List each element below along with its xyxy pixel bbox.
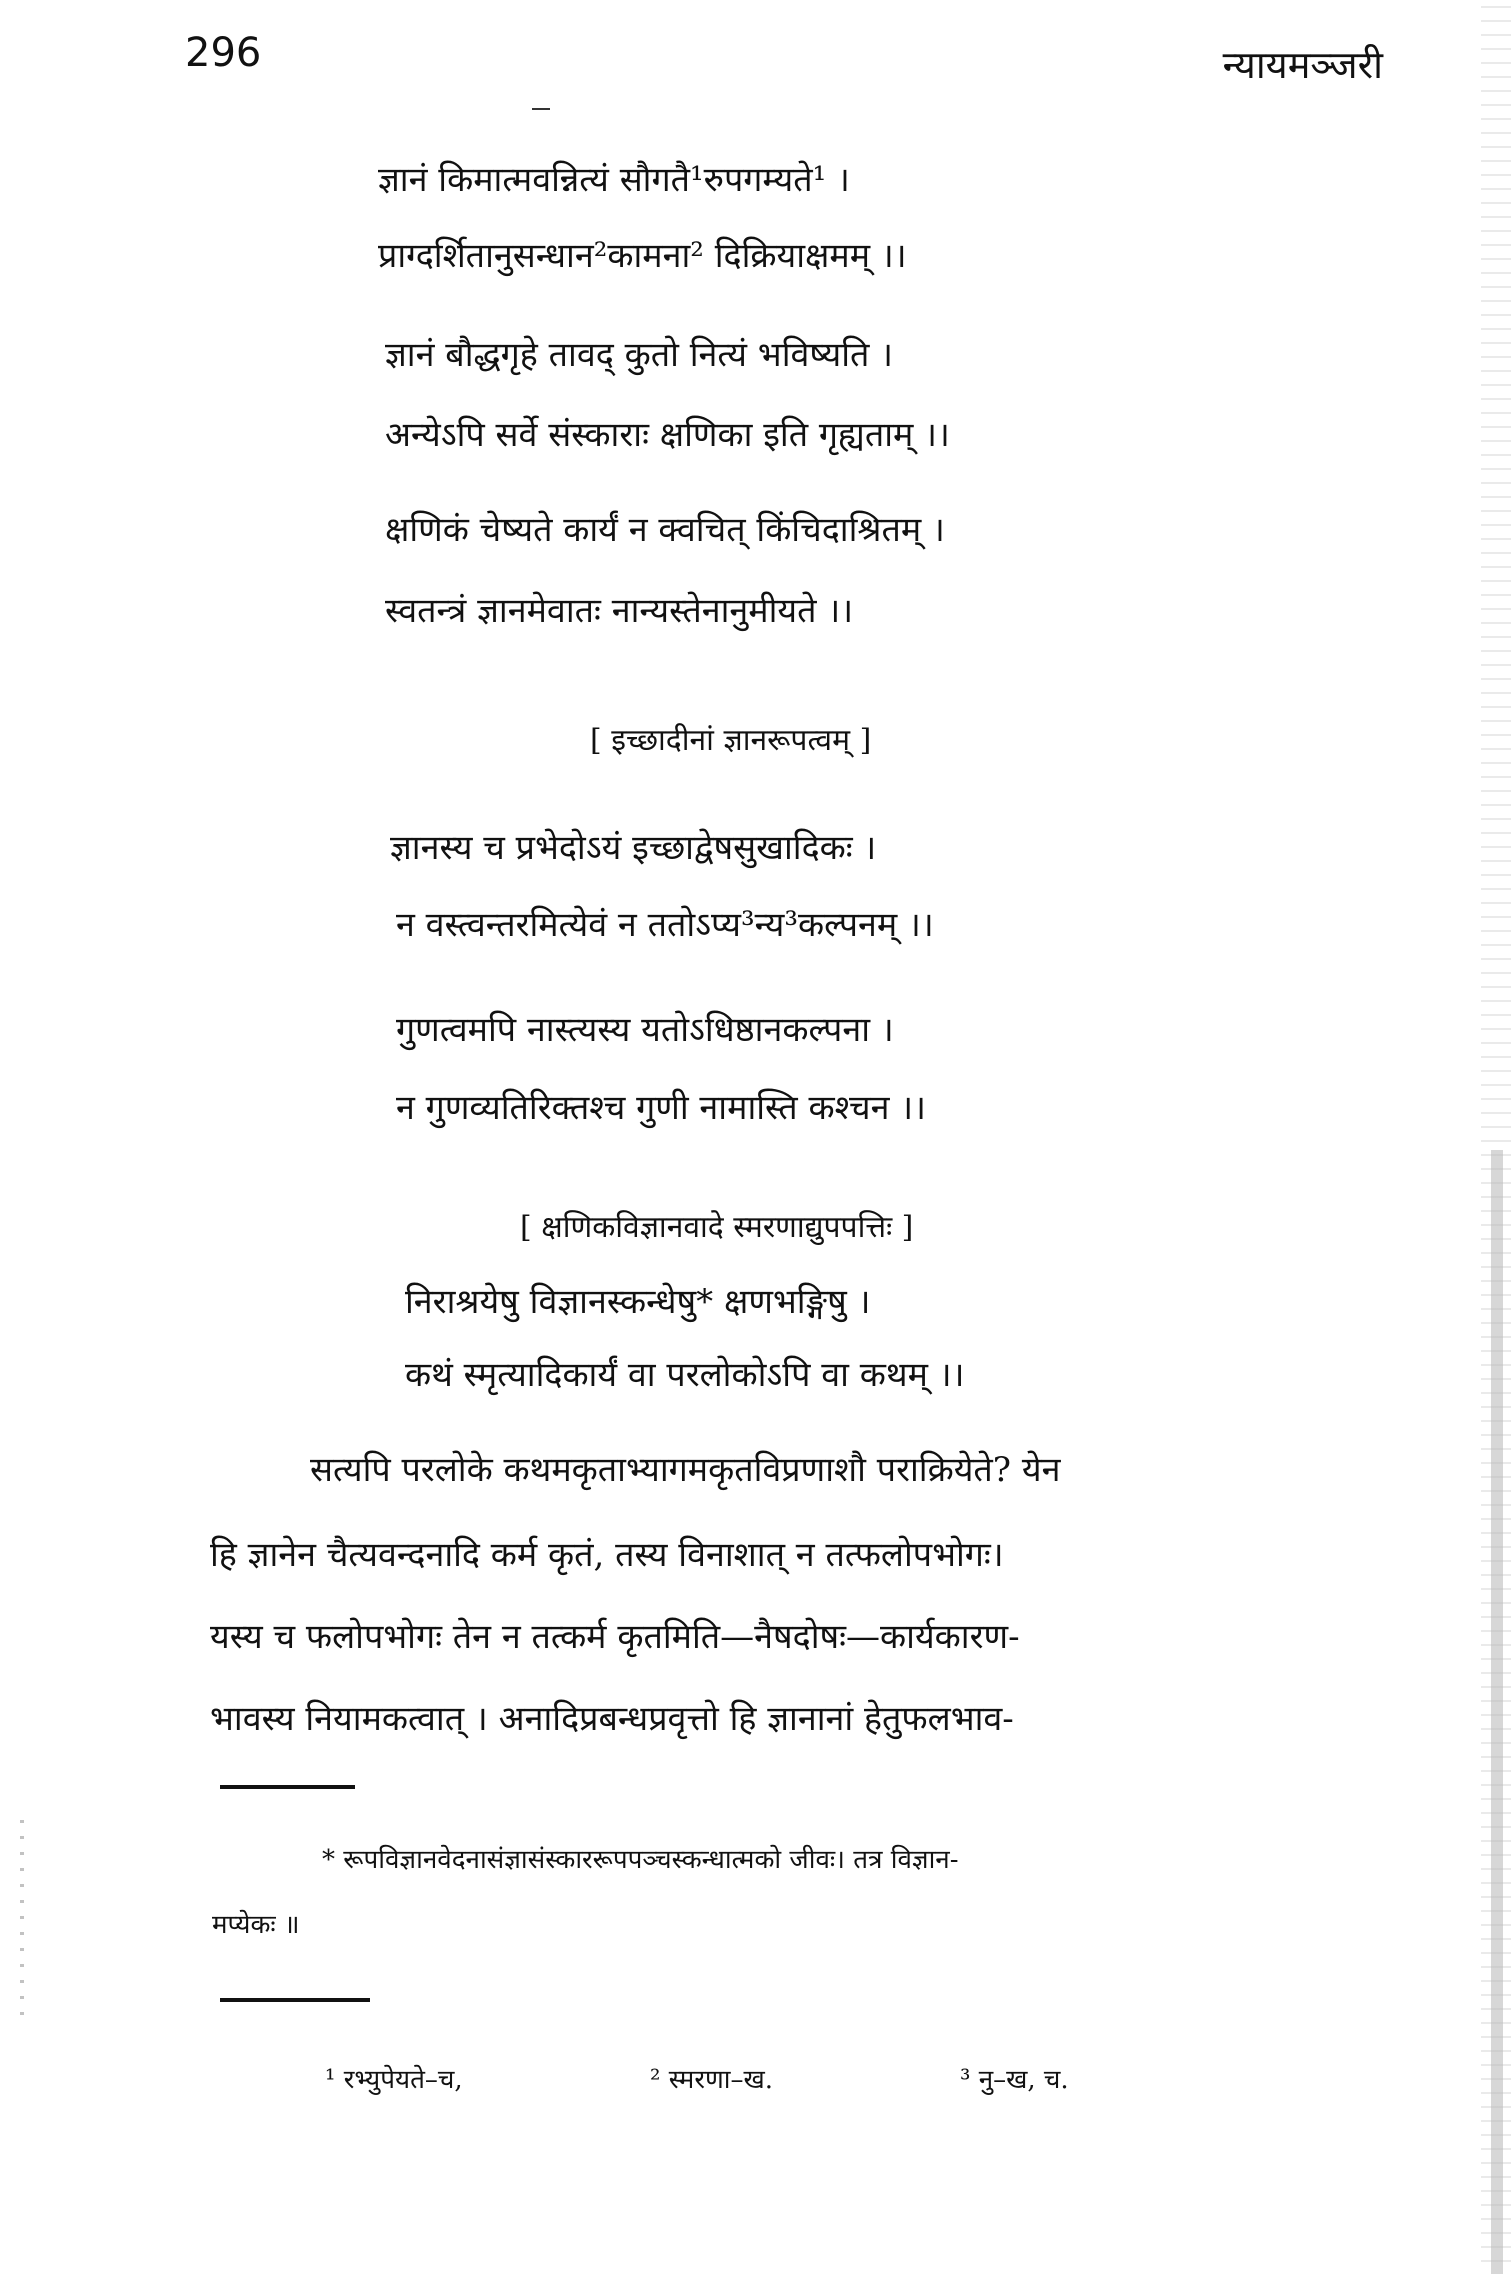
verse-line: ज्ञानं किमात्मवन्नित्यं सौगतै¹रुपगम्यते¹ । — [378, 160, 850, 200]
verse-line: प्राग्दर्शितानुसन्धान²कामना² दिक्रियाक्षमम् ।। — [378, 236, 907, 276]
prose-line: हि ज्ञानेन चैत्यवन्दनादि कर्म कृतं, तस्य विनाशात् न तत्फलोपभोगः। — [210, 1535, 1004, 1575]
verse-line: गुणत्वमपि नास्त्यस्य यतोऽधिष्ठानकल्पना । — [396, 1010, 894, 1050]
section-heading-2: [ क्षणिकविज्ञानवादे स्मरणाद्युपपत्तिः ] — [520, 1210, 914, 1245]
footnote-star-line: मप्येकः ॥ — [212, 1910, 300, 1940]
page-number: 296 — [185, 30, 262, 76]
verse-line: न वस्त्वन्तरमित्येवं न ततोऽप्य³न्य³कल्पनम् ।। — [396, 905, 934, 945]
prose-line: सत्यपि परलोके कथमकृताभ्यागमकृतविप्रणाशौ पराक्रियेते? येन — [310, 1450, 1061, 1490]
variant-note: ³ नु–ख, च. — [960, 2065, 1069, 2095]
verse-line: निराश्रयेषु विज्ञानस्कन्धेषु* क्षणभङ्गिषु । — [405, 1282, 871, 1322]
scan-edge-shadow — [1491, 1150, 1503, 2274]
prose-line: यस्य च फलोपभोगः तेन न तत्कर्म कृतमिति—नैषदोषः—कार्यकारण- — [210, 1617, 1020, 1657]
verse-line: कथं स्मृत्यादिकार्यं वा परलोकोऽपि वा कथम् ।। — [405, 1355, 965, 1395]
prose-line: भावस्य नियामकत्वात् । अनादिप्रबन्धप्रवृत्तो हि ज्ञानानां हेतुफलभाव- — [210, 1699, 1014, 1739]
running-title: न्यायमञ्जरी — [1222, 43, 1383, 87]
variants-rule — [220, 1998, 370, 2002]
section-heading-1: [ इच्छादीनां ज्ञानरूपत्वम् ] — [590, 723, 872, 758]
verse-line: अन्येऽपि सर्वे संस्काराः क्षणिका इति गृह्यताम् ।। — [385, 415, 950, 455]
verse-line: क्षणिकं चेष्यते कार्यं न क्वचित् किंचिदाश्रितम् । — [385, 510, 945, 550]
variant-note: ¹ रभ्युपेयते–च, — [325, 2065, 463, 2095]
verse-line: ज्ञानं बौद्धगृहे तावद् कुतो नित्यं भविष्यति । — [385, 335, 894, 375]
footnote-star-line: * रूपविज्ञानवेदनासंज्ञासंस्काररूपपञ्चस्कन्धात्मको जीवः। तत्र विज्ञान- — [322, 1845, 959, 1875]
top-mark — [532, 108, 550, 110]
verse-line: न गुणव्यतिरिक्तश्च गुणी नामास्ति कश्चन ।। — [396, 1088, 927, 1128]
verse-line: ज्ञानस्य च प्रभेदोऽयं इच्छाद्वेषसुखादिकः । — [390, 828, 877, 868]
variant-note: ² स्मरणा–ख. — [650, 2065, 774, 2095]
footnote-rule — [220, 1785, 355, 1789]
scan-dots — [20, 1820, 24, 2020]
verse-line: स्वतन्त्रं ज्ञानमेवातः नान्यस्तेनानुमीयते ।। — [385, 591, 854, 631]
